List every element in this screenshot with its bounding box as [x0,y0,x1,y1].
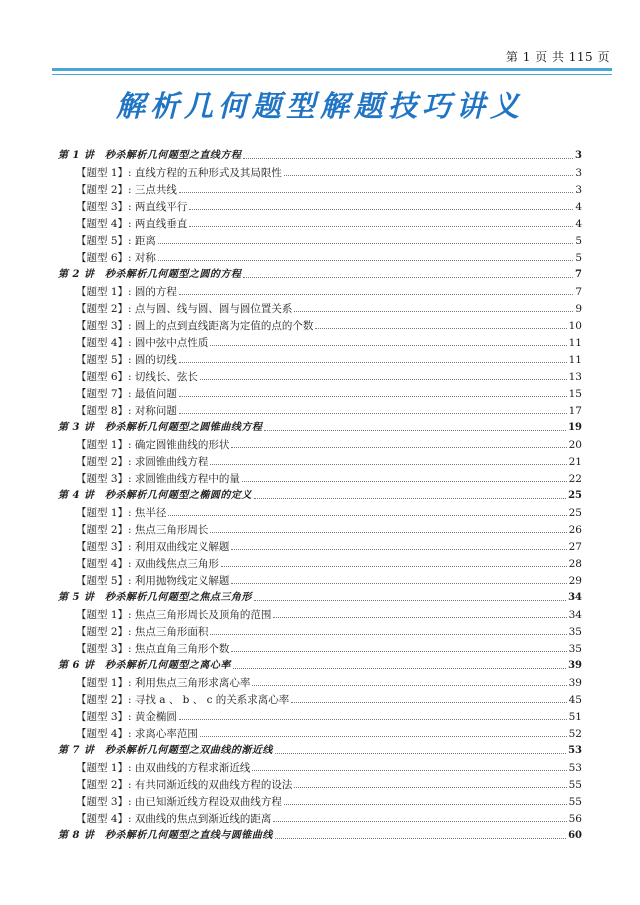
toc-topic-entry[interactable] [58,775,582,792]
toc-entry-label: 【题型 3】: 利用双曲线定义解题 [76,541,230,553]
toc-dot-leader [242,481,567,482]
toc-dot-leader [210,532,566,533]
toc-topic-entry[interactable] [58,180,582,197]
toc-page-number: 9 [575,303,582,315]
toc-entry-label: 【题型 1】: 焦点三角形周长及顶角的范围 [76,609,272,621]
toc-entry-label: 【题型 7】: 最值问题 [76,388,177,400]
toc-dot-leader [179,396,567,397]
toc-topic-entry[interactable] [58,299,582,316]
toc-entry-label: 【题型 4】: 求离心率范围 [76,728,198,740]
toc-dot-leader [200,379,567,380]
toc-dot-leader [275,838,566,839]
toc-page-number: 17 [568,405,582,417]
toc-topic-entry[interactable] [58,554,582,571]
toc-dot-leader [200,736,567,737]
toc-topic-entry[interactable] [58,316,582,333]
toc-dot-leader [179,362,567,363]
header-rule-thin [52,74,612,75]
toc-entry-label: 【题型 2】: 寻找 a 、 b 、 c 的关系求离心率 [76,694,290,706]
toc-dot-leader [273,617,566,618]
toc-page-number: 15 [568,388,582,400]
toc-page-number: 55 [568,796,582,808]
toc-entry-label: 【题型 3】: 焦点直角三角形个数 [76,643,230,655]
toc-page-number: 28 [568,558,582,570]
toc-dot-leader [210,345,566,346]
toc-dot-leader [158,243,573,244]
toc-dot-leader [231,651,566,652]
toc-page-number: 4 [575,218,582,230]
toc-page-number: 19 [568,422,582,433]
toc-entry-label: 【题型 2】: 有共同渐近线的双曲线方程的设法 [76,779,293,791]
toc-entry-label: 【题型 5】: 距离 [76,235,156,247]
toc-page-number: 5 [575,235,582,247]
toc-entry-label: 【题型 3】: 两直线平行 [76,201,188,213]
toc-entry-label: 【题型 6】: 对称 [76,252,156,264]
toc-topic-entry[interactable] [58,452,582,469]
toc-entry-label: 第 3 讲 秒杀解析几何题型之圆锥曲线方程 [58,422,263,433]
toc-topic-entry[interactable] [58,163,582,180]
toc-page-number: 25 [568,507,582,519]
toc-topic-entry[interactable] [58,639,582,656]
toc-page-number: 53 [568,745,582,756]
toc-page-number: 10 [568,320,582,332]
toc-dot-leader [189,209,573,210]
toc-page-number: 22 [568,473,582,485]
toc-entry-label: 【题型 2】: 三点共线 [76,184,177,196]
toc-topic-entry[interactable] [58,503,582,520]
toc-page-number: 7 [575,269,582,280]
toc-topic-entry[interactable] [58,724,582,741]
toc-lecture-entry[interactable] [58,588,582,605]
toc-entry-label: 【题型 6】: 切线长、弦长 [76,371,198,383]
toc-dot-leader [221,566,567,567]
toc-topic-entry[interactable] [58,707,582,724]
toc-dot-leader [179,192,573,193]
toc-entry-label: 【题型 1】: 利用焦点三角形求离心率 [76,677,251,689]
toc-entry-label: 【题型 4】: 两直线垂直 [76,218,188,230]
toc-dot-leader [158,260,573,261]
toc-entry-label: 【题型 2】: 焦点三角形周长 [76,524,209,536]
toc-topic-entry[interactable] [58,367,582,384]
toc-topic-entry[interactable] [58,435,582,452]
page-indicator: 第 1 页 共 115 页 [505,50,610,64]
toc-entry-label: 【题型 2】: 焦点三角形面积 [76,626,209,638]
toc-page-number: 3 [575,167,582,179]
toc-entry-label: 【题型 1】: 由双曲线的方程求渐近线 [76,762,251,774]
toc-page-number: 34 [568,609,582,621]
toc-dot-leader [179,413,567,414]
toc-topic-entry[interactable] [58,401,582,418]
toc-entry-label: 【题型 2】: 点与圆、线与圆、圆与圆位置关系 [76,303,293,315]
toc-entry-label: 第 1 讲 秒杀解析几何题型之直线方程 [58,150,242,161]
toc-entry-label: 【题型 2】: 求圆锥曲线方程 [76,456,209,468]
toc-topic-entry[interactable] [58,231,582,248]
toc-page-number: 3 [575,184,582,196]
toc-page-number: 45 [568,694,582,706]
toc-dot-leader [273,821,566,822]
toc-dot-leader [168,515,566,516]
table-of-contents [58,146,582,843]
toc-page-number: 39 [568,660,582,671]
toc-entry-label: 【题型 4】: 双曲线焦点三角形 [76,558,219,570]
toc-topic-entry[interactable] [58,690,582,707]
toc-page-number: 55 [568,779,582,791]
toc-page-number: 29 [568,575,582,587]
toc-dot-leader [284,804,567,805]
toc-topic-entry[interactable] [58,758,582,775]
toc-lecture-entry[interactable] [58,486,582,503]
toc-page-number: 21 [568,456,582,468]
toc-dot-leader [254,498,566,499]
toc-page-number: 13 [568,371,582,383]
toc-topic-entry[interactable] [58,469,582,486]
toc-page-number: 35 [568,643,582,655]
toc-page-number: 60 [568,830,582,841]
toc-page-number: 34 [568,592,582,603]
toc-entry-label: 第 8 讲 秒杀解析几何题型之直线与圆锥曲线 [58,830,273,841]
toc-page-number: 35 [568,626,582,638]
toc-topic-entry[interactable] [58,622,582,639]
toc-page-number: 25 [568,490,582,501]
toc-lecture-entry[interactable] [58,741,582,758]
toc-topic-entry[interactable] [58,520,582,537]
toc-dot-leader [243,277,573,278]
toc-entry-label: 【题型 1】: 圆的方程 [76,286,177,298]
toc-dot-leader [294,787,566,788]
toc-dot-leader [294,311,573,312]
toc-dot-leader [275,753,566,754]
toc-entry-label: 【题型 3】: 黄金椭圆 [76,711,177,723]
toc-dot-leader [179,294,573,295]
header-rule-thick [52,68,612,71]
toc-topic-entry[interactable] [58,792,582,809]
toc-entry-label: 【题型 3】: 圆上的点到直线距离为定值的点的个数 [76,320,314,332]
toc-lecture-entry[interactable] [58,146,582,163]
toc-dot-leader [233,668,566,669]
toc-dot-leader [210,634,566,635]
toc-entry-label: 第 7 讲 秒杀解析几何题型之双曲线的渐近线 [58,745,273,756]
toc-entry-label: 【题型 1】: 焦半径 [76,507,167,519]
toc-topic-entry[interactable] [58,537,582,554]
toc-dot-leader [291,702,566,703]
toc-dot-leader [264,430,566,431]
toc-entry-label: 【题型 5】: 圆的切线 [76,354,177,366]
document-title: 解析几何题型解题技巧讲义 [115,89,524,123]
toc-dot-leader [315,328,566,329]
toc-dot-leader [252,770,566,771]
toc-entry-label: 【题型 1】: 直线方程的五种形式及其局限性 [76,167,282,179]
toc-entry-label: 第 4 讲 秒杀解析几何题型之椭圆的定义 [58,490,252,501]
toc-dot-leader [189,226,573,227]
toc-dot-leader [284,175,573,176]
toc-page-number: 52 [568,728,582,740]
toc-dot-leader [254,600,566,601]
toc-page-number: 53 [568,762,582,774]
toc-entry-label: 【题型 4】: 圆中弦中点性质 [76,337,209,349]
toc-page-number: 7 [575,286,582,298]
toc-lecture-entry[interactable] [58,418,582,435]
toc-lecture-entry[interactable] [58,826,582,843]
toc-entry-label: 【题型 3】: 由已知渐近线方程设双曲线方程 [76,796,282,808]
toc-entry-label: 【题型 1】: 确定圆锥曲线的形状 [76,439,230,451]
toc-topic-entry[interactable] [58,333,582,350]
toc-dot-leader [231,583,566,584]
toc-entry-label: 第 5 讲 秒杀解析几何题型之焦点三角形 [58,592,252,603]
toc-page-number: 56 [568,813,582,825]
toc-dot-leader [243,158,573,159]
toc-page-number: 4 [575,201,582,213]
toc-page-number: 20 [568,439,582,451]
toc-page-number: 5 [575,252,582,264]
toc-page-number: 11 [568,354,582,366]
toc-dot-leader [179,719,567,720]
toc-topic-entry[interactable] [58,571,582,588]
toc-entry-label: 【题型 8】: 对称问题 [76,405,177,417]
toc-topic-entry[interactable] [58,248,582,265]
toc-entry-label: 【题型 4】: 双曲线的焦点到渐近线的距离 [76,813,272,825]
toc-lecture-entry[interactable] [58,265,582,282]
toc-topic-entry[interactable] [58,384,582,401]
toc-topic-entry[interactable] [58,282,582,299]
toc-dot-leader [210,464,566,465]
toc-page-number: 26 [568,524,582,536]
toc-topic-entry[interactable] [58,673,582,690]
toc-entry-label: 【题型 3】: 求圆锥曲线方程中的量 [76,473,240,485]
toc-page-number: 39 [568,677,582,689]
toc-dot-leader [231,549,566,550]
toc-page-number: 27 [568,541,582,553]
toc-entry-label: 第 6 讲 秒杀解析几何题型之离心率 [58,660,231,671]
toc-page-number: 3 [575,150,582,161]
toc-topic-entry[interactable] [58,605,582,622]
toc-page-number: 51 [568,711,582,723]
toc-topic-entry[interactable] [58,197,582,214]
toc-page-number: 11 [568,337,582,349]
toc-topic-entry[interactable] [58,214,582,231]
toc-lecture-entry[interactable] [58,656,582,673]
toc-entry-label: 【题型 5】: 利用抛物线定义解题 [76,575,230,587]
toc-topic-entry[interactable] [58,809,582,826]
toc-topic-entry[interactable] [58,350,582,367]
toc-dot-leader [252,685,566,686]
toc-entry-label: 第 2 讲 秒杀解析几何题型之圆的方程 [58,269,242,280]
toc-dot-leader [231,447,566,448]
